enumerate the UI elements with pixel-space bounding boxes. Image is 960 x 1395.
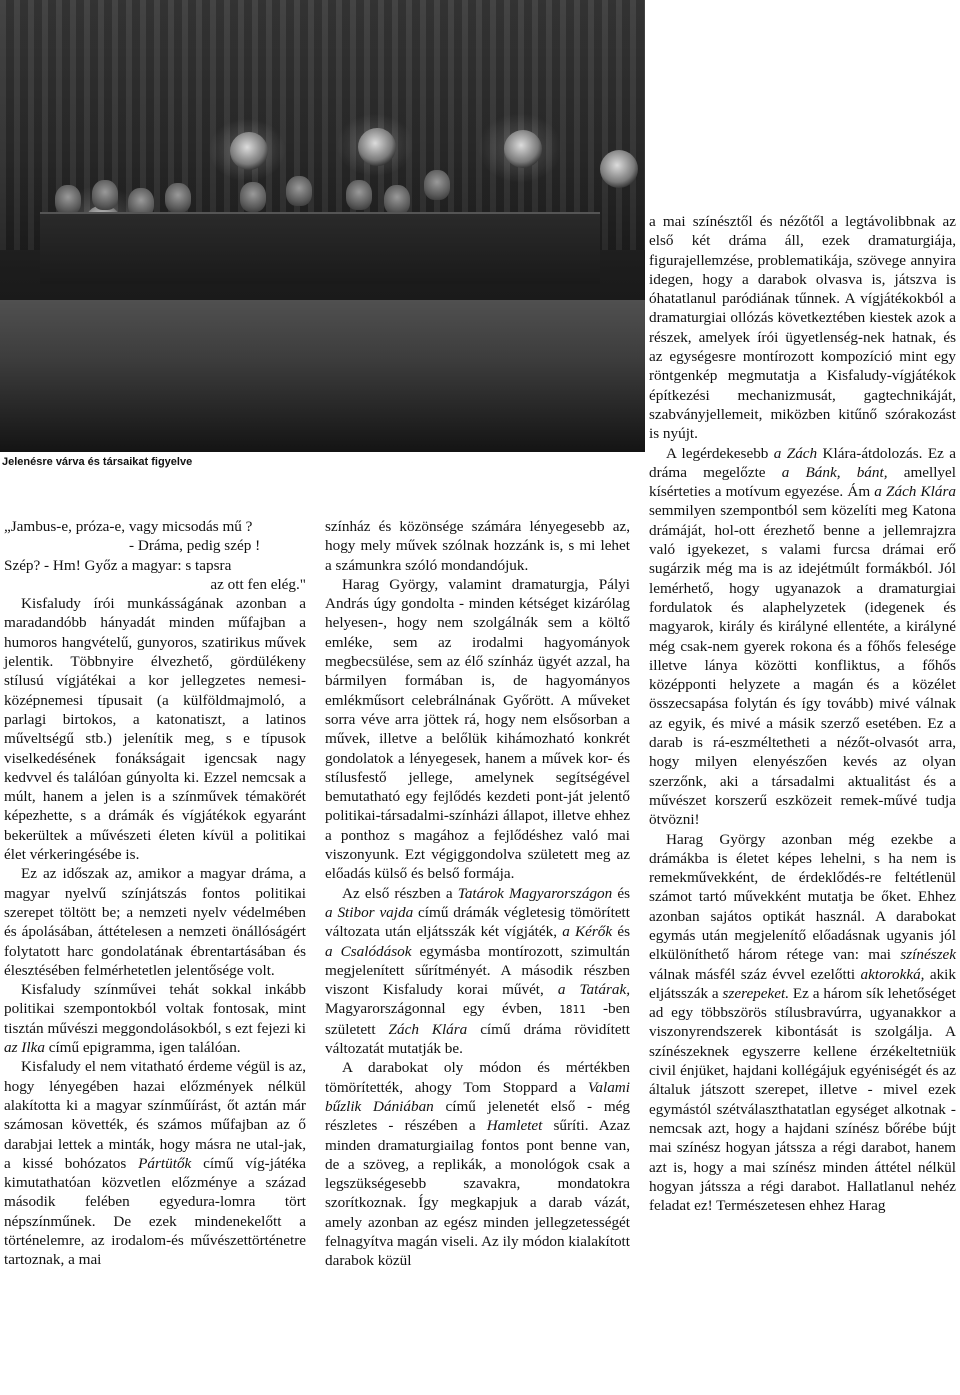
stage-photo	[0, 0, 645, 452]
actor-head	[92, 180, 118, 210]
emphasis: aktorokká,	[860, 965, 925, 983]
work-title: a Kérők	[562, 923, 613, 941]
verse-line: az ott fen elég."	[210, 575, 306, 593]
actor-head	[55, 185, 81, 215]
work-title: a Tatárak,	[557, 981, 630, 999]
year: 1811	[559, 1003, 586, 1017]
work-title: Zách Klára	[388, 1020, 468, 1038]
photo-caption: Jelenésre várva és társaikat figyelve	[2, 456, 193, 468]
paragraph: Harag György, valamint dramaturgja, Pályi András úgy gondolta - minden kétséget kizárólag helyesen-, hogy nem szolgálnák sem a költő emléke, sem az irodalmi hagyományok megbecsülése, sem az élő színház ügyét azzal, ha bármilyen formában is, de hagyományos emlékműsort celebrálnának Győrött. A műveket sorra véve arra jöttek rá, hogy nem elsősorban a művek, illetve a belőlük kihámozható konkrét gondolatok a lényegesek, hanem a művek kor- és stílusfestő jellege, amelynek segítségével bemutatható egy fejlődés kezdeti pont-ját jelentő politikai-társadalmi-színházi állapot, illetve ehhez a ponthoz s magához a fejlődéshez való mai viszonyunk. Ezt végiggondolva született meg az előadás külső és belső formája.	[325, 575, 630, 883]
stage-lamp	[504, 130, 542, 168]
verse-line: „Jambus-e, próza-e, vagy micsodás mű ?	[4, 518, 253, 535]
paragraph: A darabokat oly módon és mértékben tömörítették, ahogy Tom Stoppard a Valami bűzlik Dániában című jelenetét első - még részletes - részében a Hamletet sűríti. Azaz minden dramaturgiailag fontos pont benne van, de a szöveg, a replikák, a monológok csak a legszükségesebb szavakra, mondatokra szorítkoznak. Így megkapjuk a darab vázát, amely azonban az egész minden jellegzetességét felnagyítva magán viseli. Az ily módon kialakított darabok közül	[325, 1059, 630, 1270]
verse-line: - Dráma, pedig szép !	[129, 537, 261, 555]
actor-head	[346, 180, 372, 210]
work-title: az Ilka	[4, 1039, 45, 1057]
work-title: Tatárok Magyarországon	[457, 884, 613, 902]
paragraph: Ez az időszak az, amikor a magyar dráma, a magyar nyelvű színjátszás fontos politikai szerepet töltött be; a nemzeti nyelv védelmében és ápolásában, áttételesen a nemzeti önállóságért folytatott harc gondolatának ébrentartásában és élesztésében felmérhetetlen jelentősége volt.	[4, 865, 306, 979]
emphasis: színészek	[900, 946, 956, 964]
work-title: a Csalódások	[325, 942, 412, 960]
paragraph: a mai színésztől és nézőtől a legtávolibbnak az első két dráma áll, ezek dramaturgiája, figurajellemzése, problematikája, szövege annyira idegen, hogy a darabok olvasva is, játszva is óhatatlanul paródiának tűnnek. A vígjátékokból a dramaturgiai ollózás következtében kiestek azok a részek, amelyek írói ügyetlenség-nek hatnak, és az egységesre montírozott kompozíció mint egy röntgenkép megmutatja a Kisfaludy-vígjátékok építkezési mechanizmusát, gagtechnikáját, szabványjellemeit, miközben kitűnő szórakozást is nyújt.	[649, 213, 956, 443]
actor-head	[286, 176, 312, 206]
work-title: a Zách	[773, 444, 818, 462]
paragraph: Kisfaludy el nem vitatható érdeme végül is az, hogy lényegében hazai előzmények nélkül alakította ki a magyar színműírást, őt aztán már számosan követték, és számos műfajban az ő darabjai lettek a minták, hogy másra ne utal-jak, a kissé bohózatos Pártütők című víg-játéka kimutathatóan közvetlen előzménye a század második felében egyedura-lomra tört népszínműnek. De ezek mindenekelőtt a történelemre, az irodalom-és művészettörténetre tartoznak, a mai	[4, 1058, 306, 1269]
text-column-3	[649, 212, 956, 1215]
actor-head	[384, 185, 410, 215]
paragraph: A legérdekesebb a Zách Klára-átdolozás. Ez a dráma megelőzte a Bánk, bánt, amellyel kísérteties a motívum egyezése. Ám a Zách Klára semmilyen szempontból sem közelíti meg Katona drámáját, hol-ott érezhető benne a jellemrajzra való igyekezet, s valami furcsa drámai erő sugárzik még ma is az idejétmúlt formákból. Jól lemérhető, hogy ugyanazok a dramaturgiai fordulatok és alaphelyzetek (idegenek és magyarok, király és királyné ellentéte, a királyné még csak-nem gyerek rokona és a főhős felesége illetve lánya közötti konfliktus, a főhős középponti helyzete a magán és a közélet összecsapása folytán és így tovább) mivé válnak az egyik, és mivé a másik szerző esetében. Ez a darab is rá-eszméltetheti a nézőt-olvasót arra, hogy milyen elenyészően kevés az olyan szerzőnk, aki a társadalmi aktualitást és a művészet korszerű eszközeit remek-művé tudja ötvözni!	[649, 444, 956, 829]
work-title: Valami bűzlik Dániában	[325, 1078, 630, 1115]
paragraph: Kisfaludy írói munkásságának azonban a maradandóbb hányadát minden műfajban a humoros hangvételű, gunyoros, szatirikus művek jelentik. Többnyire élvezhető, gördülékeny stílusú vígjátékai a kor jellegzetes nemesi-középnemesi típusait (a külföldmajmoló, a parlagi birtokos, a katonatiszt, a latinos műveltségű stb.) jelenítik meg, s e típusok viselkedésének fonákságait igencsak nagy kedvvel és találóan gúnyolta ki. Ezzel nemcsak a múlt, hanem a jelen is a színművek témakörét képezhette, s a drámák és vígjátékok egyaránt bekerültek a művészeti életen kívül a politikai élet vérkeringésébe is.	[4, 595, 306, 864]
actor-head	[165, 183, 191, 213]
work-title: a Stibor vajda	[325, 903, 414, 921]
text-column-1	[4, 517, 306, 1270]
work-title: a Zách Klára	[874, 483, 956, 501]
work-title: Hamletet	[486, 1117, 543, 1135]
text-column-2	[325, 517, 630, 1271]
paragraph: színház és közönsége számára lényegesebb az, hogy mely művek szólnak hozzánk is, s mi lehet a számunkra szóló mondandójuk.	[325, 518, 630, 574]
actor-head	[240, 182, 266, 212]
stage-railing	[40, 212, 600, 284]
verse-line: Szép? - Hm! Győz a magyar: s tapsra	[4, 556, 232, 574]
stage-lamp	[358, 128, 396, 166]
paragraph: Kisfaludy színművei tehát sokkal inkább politikai szempontokból voltak fontosak, mint tisztán művészi meggondolásokból, s ezt fejezi ki az Ilka című epigramma, igen találóan.	[4, 981, 306, 1057]
stage-lamp	[230, 132, 268, 170]
actor-head	[424, 170, 450, 200]
paragraph: Az első részben a Tatárok Magyarországon és a Stibor vajda című drámák végletesig tömörített változata után eljátsszák két vígjáték, a Kérők és a Csalódások egymásba montírozott, szimultán megjelenített sűrítményét. A második részben viszont Kisfaludy korai művét, a Tatárak, Magyarországonnal egy évben, 1811 -ben született Zách Klára című dráma rövidített változatát mutatják be.	[325, 884, 631, 1058]
paragraph: Harag György azonban még ezekbe a drámákba is életet képes lehelni, s ha nem is remekművekként, de érdeklődés-re feltétlenül számot tartó művekként mutatja be őket. Ehhez azonban sajátos optikát használ. A darabokat egymás után megjelenítő előadásnak ugyanis jól elkülöníthető három rétege van: mai színészek válnak másfél száz évvel ezelőtti aktorokká, akik eljátsszák a szerepeket. Ez a három sík lehetőséget ad egy többszörös stílusbravúrra, ugyanakkor a viszonyrendszerek kibontását is szolgálja. A színészeknek egyszerre kellene érzékeltetniük civil énjüket, hajdani kollégájuk egyéniségét és az általuk játszott szerepet, illetve - mivel ezek egymástól szétválaszthatatlan egységet alkotnak - nemcsak azt, hogy a hajdani színész bőrébe bújt mai színész hogyan játssza a régi darabot, hanem azt is, hogy a mai színész minden áttétel nélkül hogyan játssza a régi darabot. Hallatlanul nehéz feladat ez! Természetesen ehhez Harag	[649, 830, 956, 1215]
work-title: a Bánk, bánt,	[781, 463, 888, 481]
stage-floor	[0, 300, 645, 452]
stage-lamp	[600, 150, 638, 188]
work-title: Pártütők	[138, 1154, 192, 1172]
emphasis: szerepeket.	[722, 984, 790, 1002]
